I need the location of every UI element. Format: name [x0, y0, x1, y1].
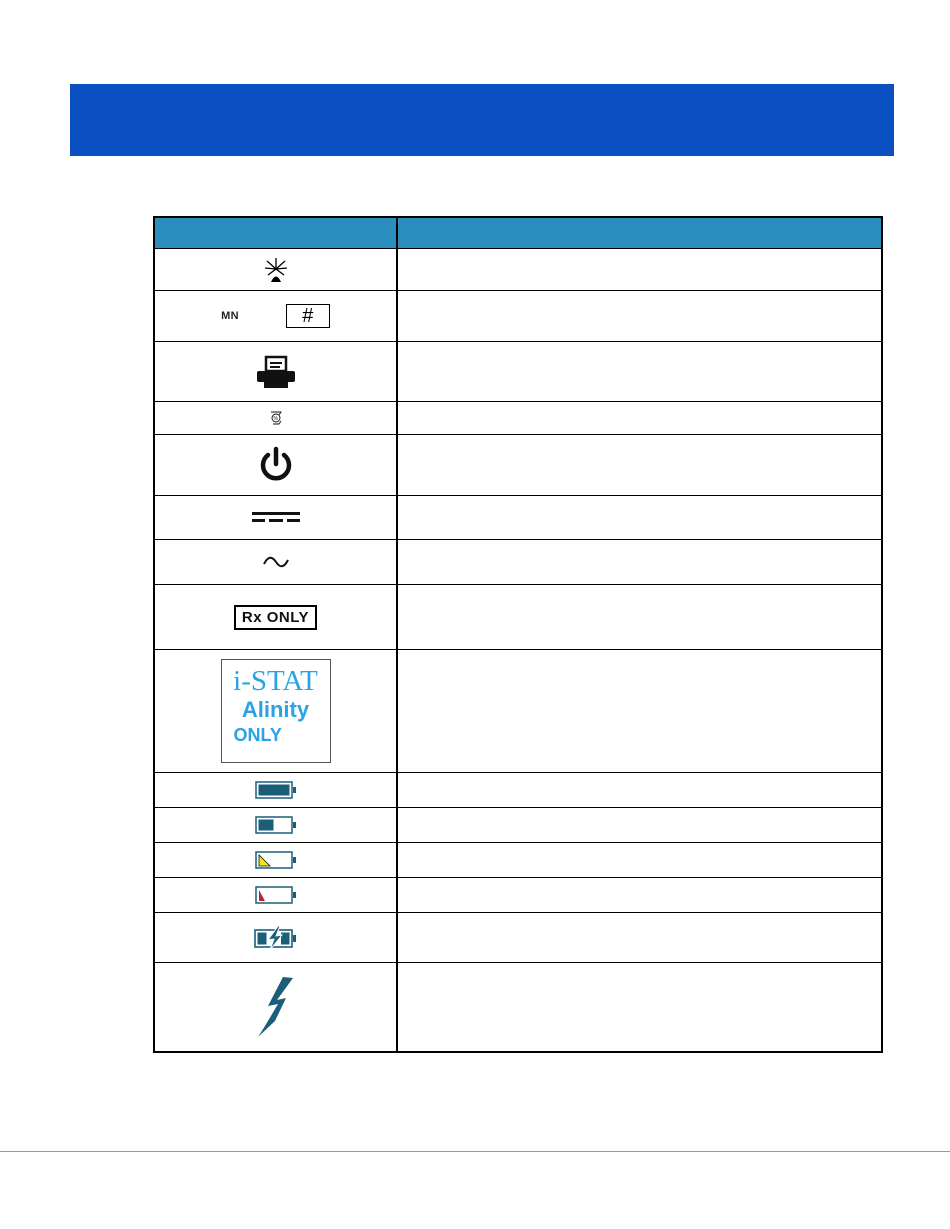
table-row: [154, 585, 882, 650]
table-row: [154, 913, 882, 963]
battery-half-icon: [255, 816, 297, 834]
table-row: [154, 291, 882, 342]
row-description: [397, 249, 882, 291]
svg-text:%: %: [273, 415, 278, 422]
table-row: [154, 963, 882, 1052]
table-row: [154, 249, 882, 291]
battery-critical-icon: [255, 886, 297, 904]
table-row: [154, 402, 882, 435]
row-description: [397, 342, 882, 402]
row-description: [397, 878, 882, 913]
lightning-bolt-icon: [255, 976, 297, 1038]
symbol-column-header: [154, 217, 397, 249]
table-row: [154, 808, 882, 843]
table-row: [154, 435, 882, 496]
wireless-icon: [264, 257, 288, 283]
humidity-limitation-icon: [268, 409, 284, 427]
model-number-label: MN: [221, 310, 239, 322]
table-row: [154, 496, 882, 540]
row-description: [397, 773, 882, 808]
battery-full-icon: [255, 781, 297, 799]
row-description: [397, 540, 882, 585]
direct-current-icon: [252, 510, 300, 524]
battery-charging-icon: [254, 926, 298, 950]
battery-low-icon: [255, 851, 297, 869]
footer-divider: [0, 1151, 950, 1152]
table-row: [154, 773, 882, 808]
logo-line-only: ONLY: [233, 725, 282, 745]
row-description: [397, 291, 882, 342]
row-description: [397, 913, 882, 963]
row-description: [397, 843, 882, 878]
symbols-table: [153, 216, 883, 1053]
row-description: [397, 402, 882, 435]
row-description: [397, 496, 882, 540]
page-header-banner: [70, 84, 894, 156]
table-row: [154, 650, 882, 773]
row-description: [397, 435, 882, 496]
description-column-header: [397, 217, 882, 249]
printer-icon: [256, 355, 296, 389]
power-icon: [257, 446, 295, 484]
table-row: [154, 540, 882, 585]
alternating-current-icon: [262, 555, 290, 569]
table-row: [154, 878, 882, 913]
row-description: [397, 963, 882, 1052]
catalog-number-box: #: [286, 304, 330, 328]
table-row: [154, 342, 882, 402]
row-description: [397, 650, 882, 773]
logo-line-alinity: Alinity: [241, 697, 310, 722]
model-number-icon: [221, 304, 330, 328]
row-description: [397, 585, 882, 650]
logo-line-istat: i-STAT: [233, 665, 318, 697]
table-header-row: [154, 217, 882, 249]
table-row: [154, 843, 882, 878]
i-stat-alinity-only-logo: [221, 659, 331, 763]
rx-only-icon: Rx ONLY: [234, 605, 317, 630]
row-description: [397, 808, 882, 843]
